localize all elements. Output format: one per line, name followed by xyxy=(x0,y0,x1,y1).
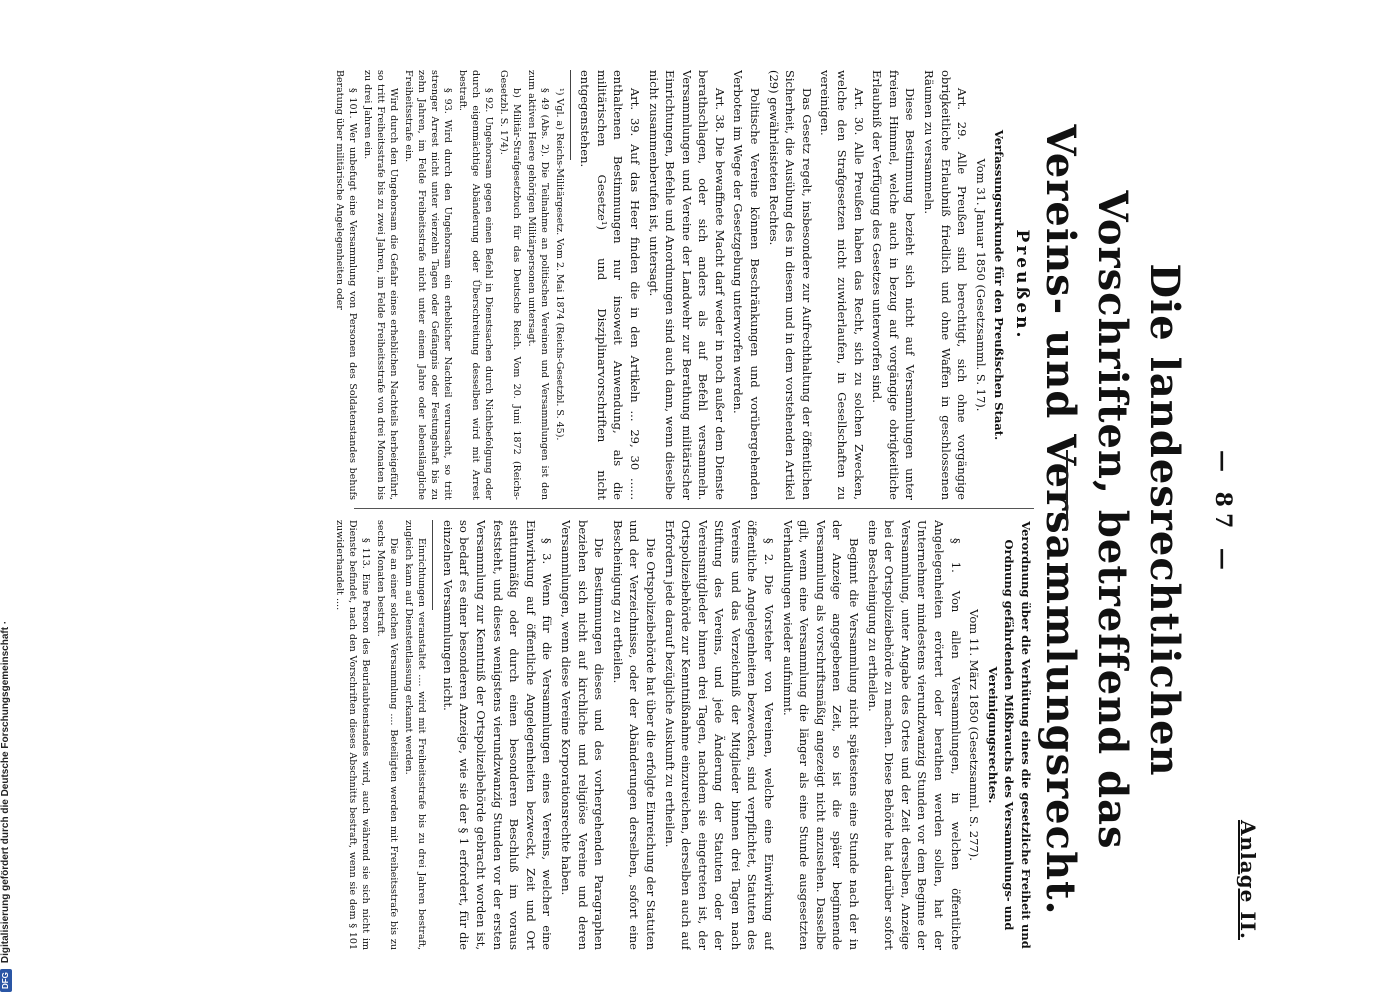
right-column xyxy=(334,520,1034,950)
paragraph: Beginnt die Versammlung nicht spätestens eine Stunde nach der in der Anzeige angegebenen Zeit, so ist die später beginnende Versammlung als vorschriftsmäßig angezeigt nicht anzusehen. Dasselbe gilt, wenn eine Versammlung die länger als eine Stunde ausgesetzten Verhandlungen wieder aufnimmt. xyxy=(780,520,862,950)
footnote: § 92. Ungehorsam gegen einen Befehl in Dienstsachen durch Nichtbefolgung oder durch eigenmächtige Abänderung oder Überschreitung desselben wird mit Arrest bestraft. xyxy=(456,70,494,500)
digitization-credit xyxy=(0,0,12,1000)
document-title: Die landesrechtlichen Vorschriften, betreffend das Vereins- und Versammlungsrecht. xyxy=(1037,124,1188,916)
paragraph: Art. 38. Die bewaffnete Macht darf weder in noch außer dem Dienste berathschlagen, oder sich anders als auf Befehl versammeln. Versammlungen und Vereine der Landwehr zur Berathung militärischer Einrichtungen, Befehle und Anordnungen sind auch dann, wenn dieselbe nicht zusammenberufen ist, untersagt. xyxy=(646,70,727,500)
section-heading: Preußen. xyxy=(1012,229,1032,341)
footnote: b) Militär-Strafgesetzbuch für das Deutsche Reich. Vom 20. Juni 1872 (Reichs-Gesetzbl. S. 174). xyxy=(497,70,522,500)
footnote-divider xyxy=(570,70,571,160)
paragraph: Politische Vereine können Beschränkungen und vorübergehenden Verboten im Wege der Gesetzgebung unterworfen werden. xyxy=(731,70,763,500)
page-number: — 87 — xyxy=(1210,450,1236,576)
appendix-label: Anlage II. xyxy=(1236,820,1260,940)
law-date: Vom 11. März 1850 (Gesetzsamml. S. 277). xyxy=(967,609,982,861)
paragraph: § 2. Die Vorsteher von Vereinen, welche eine Einwirkung auf öffentliche Angelegenheiten bezwecken, sind verpflichtet, Statuten des Vereins und das Verzeichniß der Mitglieder binnen drei Tagen nach Stiftung des Vereins, und jede Änderung der Statuten oder der Vereinsmitglieder binnen drei Tagen, nachdem sie eingetreten ist, der Ortspolizeibehörde zur Kenntnißnahme einzureichen, derselben auch auf Erfordern jede darauf bezügliche Auskunft zu ertheilen. xyxy=(662,520,777,950)
paragraph: Die Bestimmungen dieses und des vorhergehenden Paragraphen beziehen sich nicht auf kirchliche und religiöse Vereine und deren Versammlungen, wenn diese Vereine Korporationsrechte haben. xyxy=(558,520,607,950)
footnote: § 93. Wird durch den Ungehorsam ein erheblicher Nachteil verursacht, so tritt strenger Arrest nicht unter vierzehn Tagen oder Gefängnis oder Festungshaft bis zu zehn Jahren, im Felde Freiheitsstrafe nicht unter einem Jahre oder lebenslängliche Freiheitsstrafe ein. xyxy=(402,70,453,500)
law-title: Verordnung über die Verhütung eines die gesetzliche Freiheit und Ordnung gefährdenden Mißbrauchs des Versammlungs- und Vereinigungsrechtes. xyxy=(985,521,1033,949)
law-title: Verfassungsurkunde für den Preußischen Staat. xyxy=(992,129,1007,441)
paragraph: § 1. Von allen Versammlungen, in welchen öffentliche Angelegenheiten erörtert oder berathen werden sollen, hat der Unternehmer mindestens vierundzwanzig Stunden vor dem Beginne der Versammlung, unter Angabe des Ortes und der Zeit derselben, Anzeige bei der Ortspolizeibehörde zu machen. Diese Behörde hat darüber sofort eine Bescheinigung zu ertheilen. xyxy=(865,520,963,950)
law-date: Vom 31. Januar 1850 (Gesetzsamml. S. 17). xyxy=(973,158,988,412)
footnote: ¹) Vgl. a) Reichs-Militärgesetz. Vom 2. Mai 1874 (Reichs-Gesetzbl. S. 45). xyxy=(553,88,565,441)
footnote: § 49 (Abs. 2). Die Teilnahme an politischen Vereinen und Versammlungen ist den zum aktiven Heere gehörigen Militärpersonen untersagt. xyxy=(525,70,550,500)
footnote: § 101. Wer unbefugt eine Versammlung von Personen des Soldatenstandes behufs Beratung über militärische Angelegenheiten oder xyxy=(334,70,358,500)
title-divider xyxy=(1066,450,1068,530)
paragraph: Art. 29. Alle Preußen sind berechtigt, sich ohne vorgängige obrigkeitliche Erlaubniß friedlich und ohne Waffen in geschlossenen Räumen zu versammeln. xyxy=(922,70,970,500)
footnote: Die an einer solchen Versammlung .... Beteiligten werden mit Freiheitsstrafe bis zu sechs Monaten bestraft. xyxy=(375,520,400,950)
paragraph: Die Ortspolizeibehörde hat über die erfolgte Einreichung der Statuten und der Verzeichnisse, oder der Abänderungen derselben, sofort eine Bescheinigung zu ertheilen. xyxy=(610,520,658,950)
column-divider xyxy=(354,508,1034,509)
left-column xyxy=(334,70,1034,500)
paragraph: Das Gesetz regelt, insbesondere zur Aufrechthaltung der öffentlichen Sicherheit, die Ausübung des in diesem und in dem vorstehenden Artikel (29) gewährleisteten Rechtes. xyxy=(766,70,814,500)
paragraph: Art. 30. Alle Preußen haben das Recht, sich zu solchen Zwecken, welche den Strafgesetzen nicht zuwiderlaufen, in Gesellschaften zu vereinigen. xyxy=(818,70,866,500)
paragraph: § 3. Wenn für die Versammlungen eines Vereins, welcher eine Einwirkung auf öffentliche Angelegenheiten bezweckt, Zeit und Ort stattunmäßig oder durch einen besonderen Beschluß im voraus feststeht, und dieses wenigstens vierundzwanzig Stunden vor der ersten Versammlung zur Kenntniß der Ortspolizeibehörde gebracht worden ist, so bedarf es einer besonderen Anzeige, wie sie der § 1 erfordert, für die einzelnen Versammlungen nicht. xyxy=(440,520,555,950)
footnote-divider xyxy=(432,520,433,610)
footnote: Wird durch den Ungehorsam die Gefahr eines erheblichen Nachteils herbeigeführt, so tritt Freiheitsstrafe bis zu zwei Jahren, im Felde Freiheitsstrafe von drei Monaten bis zu drei Jahren ein. xyxy=(361,70,399,500)
paragraph: Art. 39. Auf das Heer finden die in den Artikeln ... 29, 30 ...... enthaltenen Bestimmungen nur insoweit Anwendung, als die militärischen Gesetze¹) und Disziplinarvorschriften nicht entgegenstehen. xyxy=(578,70,642,500)
document-page xyxy=(100,10,1260,970)
paragraph: Diese Bestimmung bezieht sich nicht auf Versammlungen unter freiem Himmel, welche auch in bezug auf vorgängige obrigkeitliche Erlaubniß der Verfügung des Gesetzes unterworfen sind. xyxy=(870,70,918,500)
dfg-logo: DFG xyxy=(0,969,12,992)
footnote: Einrichtungen veranstaltet .... wird mit Freiheitsstrafe bis zu drei Jahren bestraft, zugleich kann auf Dienstentlassung erkannt werden. xyxy=(403,520,428,950)
credit-text: Digitalisierung gefördert durch die Deutsche Forschungsgemeinschaft · xyxy=(0,620,11,964)
footnote: § 113. Eine Person des Beurlaubtenstandes wird, auch während sie sich nicht im Dienste befindet, nach den Vorschriften dieses Abschnitts bestraft, wenn sie dem § 101 zuwiderhandelt .... xyxy=(334,520,372,950)
